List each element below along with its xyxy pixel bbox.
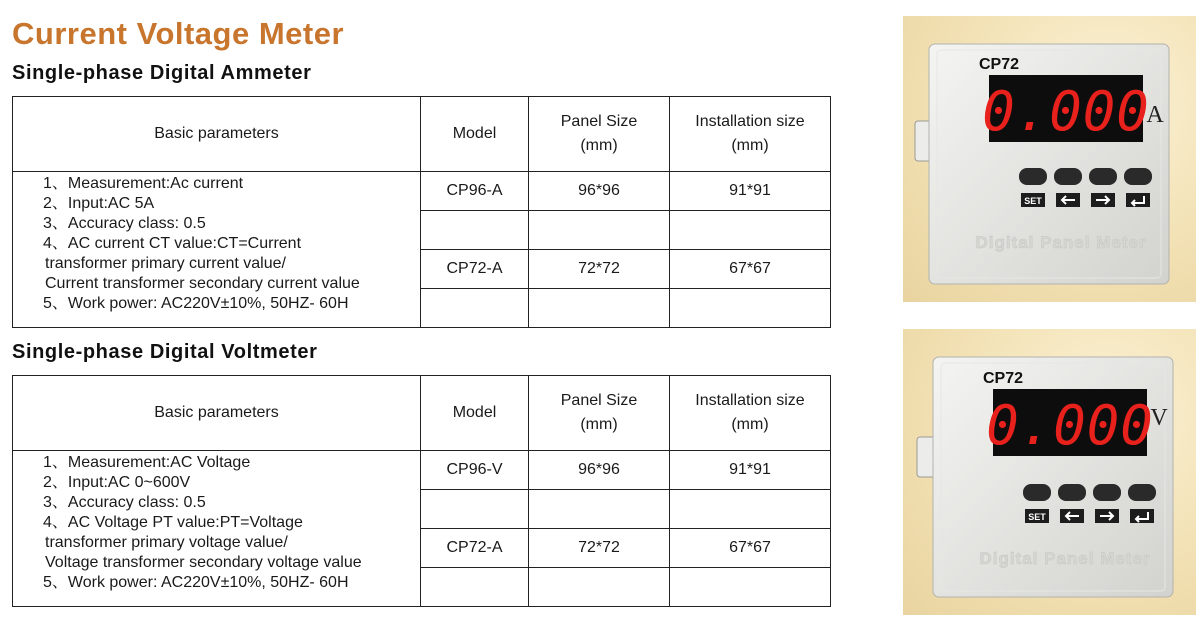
table-row	[13, 451, 831, 490]
param-line: 3、Accuracy class: 0.5	[43, 494, 206, 511]
panel-size-cell	[529, 289, 670, 328]
header-installation-size-line2: (mm)	[731, 416, 769, 433]
voltmeter-illustration	[903, 329, 1196, 615]
installation-size-cell	[670, 211, 831, 250]
ammeter-spec-table	[12, 96, 831, 328]
param-line: 1、Measurement:AC Voltage	[43, 454, 251, 471]
header-panel-size-line1: Panel Size	[560, 113, 638, 130]
set-legend: SET	[1024, 196, 1042, 206]
meter-model-label: CP72	[979, 56, 1020, 73]
model-cell	[421, 568, 529, 607]
installation-size-cell: 91*91	[670, 451, 831, 490]
meter-button-1[interactable]	[1019, 168, 1047, 185]
header-installation-size-line1: Installation size	[695, 113, 805, 130]
param-line: transformer primary voltage value/	[45, 534, 288, 551]
table-row	[13, 172, 831, 211]
model-cell: CP96-V	[421, 451, 529, 490]
unit-label: A	[1146, 102, 1164, 128]
panel-watermark: Digital Panel Meter	[975, 233, 1147, 252]
meter-button-3[interactable]	[1093, 484, 1121, 501]
model-cell: CP72-A	[421, 250, 529, 289]
meter-model-label: CP72	[983, 370, 1024, 387]
panel-watermark: Digital Panel Meter	[979, 549, 1151, 568]
header-model: Model	[421, 376, 529, 451]
installation-size-cell: 67*67	[670, 529, 831, 568]
header-panel-size	[529, 97, 670, 172]
param-line: transformer primary current value/	[45, 255, 286, 272]
installation-size-cell: 91*91	[670, 172, 831, 211]
model-cell: CP96-A	[421, 172, 529, 211]
installation-size-cell: 67*67	[670, 250, 831, 289]
unit-label: V	[1150, 405, 1168, 431]
voltmeter-photo	[903, 329, 1196, 615]
param-line: 4、AC current CT value:CT=Current	[43, 235, 302, 252]
param-line: 4、AC Voltage PT value:PT=Voltage	[43, 514, 303, 531]
header-installation-size-line1: Installation size	[695, 392, 805, 409]
panel-size-cell	[529, 490, 670, 529]
voltmeter-spec-table	[12, 375, 831, 607]
panel-size-cell: 96*96	[529, 172, 670, 211]
header-basic-parameters: Basic parameters	[13, 97, 421, 172]
model-cell	[421, 211, 529, 250]
header-installation-size	[670, 97, 831, 172]
panel-size-cell	[529, 568, 670, 607]
section-heading-ammeter: Single-phase Digital Ammeter	[12, 62, 312, 84]
set-legend: SET	[1028, 512, 1046, 522]
enter-icon	[1130, 509, 1154, 523]
meter-button-4[interactable]	[1128, 484, 1156, 501]
param-line: 3、Accuracy class: 0.5	[43, 215, 206, 232]
param-line: 2、Input:AC 0~600V	[43, 474, 191, 491]
enter-icon	[1126, 193, 1150, 207]
ammeter-photo	[903, 16, 1196, 302]
header-model: Model	[421, 97, 529, 172]
header-panel-size-line1: Panel Size	[560, 392, 638, 409]
model-cell: CP72-A	[421, 529, 529, 568]
model-cell	[421, 490, 529, 529]
meter-button-1[interactable]	[1023, 484, 1051, 501]
panel-size-cell: 72*72	[529, 250, 670, 289]
panel-size-cell: 96*96	[529, 451, 670, 490]
header-installation-size	[670, 376, 831, 451]
header-panel-size-line2: (mm)	[580, 137, 618, 154]
installation-size-cell	[670, 568, 831, 607]
ammeter-illustration	[903, 16, 1196, 302]
meter-button-2[interactable]	[1054, 168, 1082, 185]
section-heading-voltmeter: Single-phase Digital Voltmeter	[12, 341, 318, 363]
installation-size-cell	[670, 289, 831, 328]
param-line: 1、Measurement:Ac current	[43, 175, 244, 192]
param-line: 5、Work power: AC220V±10%, 50HZ- 60H	[43, 574, 349, 591]
param-line: 2、Input:AC 5A	[43, 195, 155, 212]
basic-parameters-cell	[13, 172, 421, 328]
panel-size-cell: 72*72	[529, 529, 670, 568]
model-cell	[421, 289, 529, 328]
panel-size-cell	[529, 211, 670, 250]
main-title: Current Voltage Meter	[12, 16, 345, 51]
param-line: Current transformer secondary current value	[45, 275, 360, 292]
param-line: 5、Work power: AC220V±10%, 50HZ- 60H	[43, 295, 349, 312]
header-panel-size-line2: (mm)	[580, 416, 618, 433]
header-panel-size	[529, 376, 670, 451]
param-line: Voltage transformer secondary voltage value	[45, 554, 362, 571]
meter-button-3[interactable]	[1089, 168, 1117, 185]
led-reading: 0.000	[982, 80, 1150, 143]
meter-button-4[interactable]	[1124, 168, 1152, 185]
led-reading: 0.000	[986, 394, 1154, 457]
header-basic-parameters: Basic parameters	[13, 376, 421, 451]
installation-size-cell	[670, 490, 831, 529]
basic-parameters-cell	[13, 451, 421, 607]
header-installation-size-line2: (mm)	[731, 137, 769, 154]
meter-button-2[interactable]	[1058, 484, 1086, 501]
